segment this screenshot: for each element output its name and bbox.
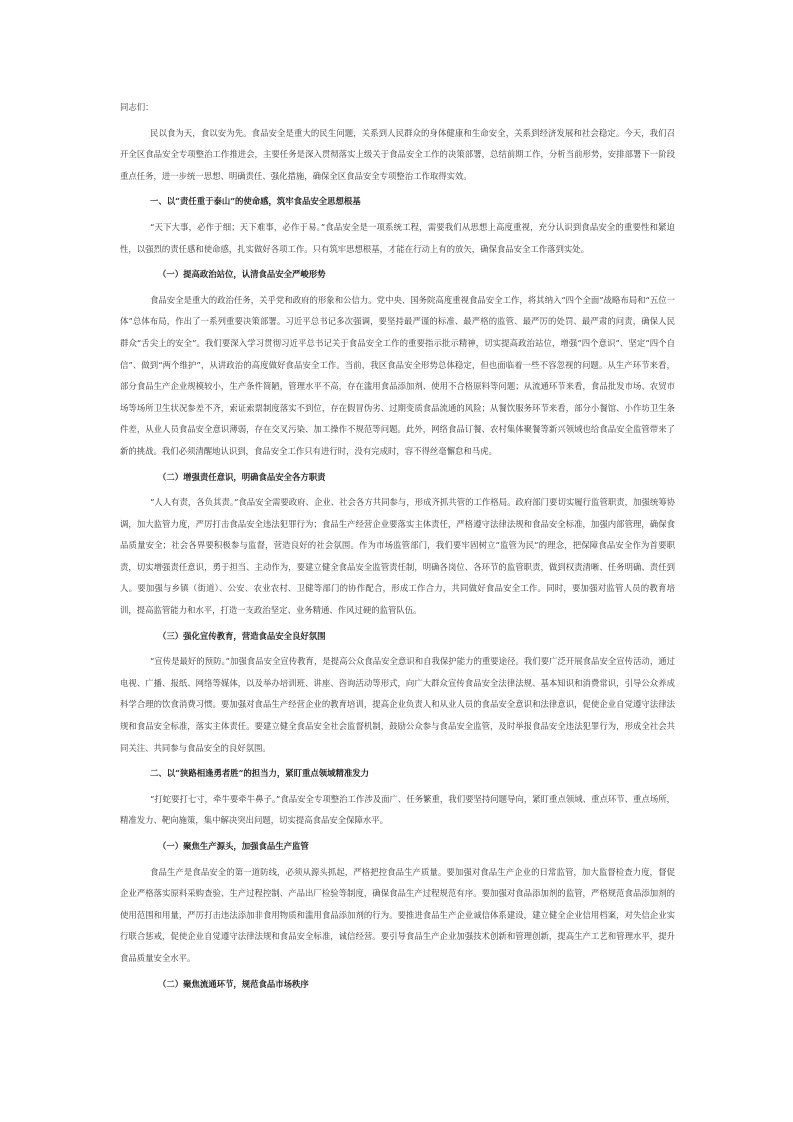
section-2-sub-2-heading: （二）聚焦流通环节，规范食品市场秩序 <box>158 978 309 989</box>
section-1-heading: 一、以“责任重于泰山”的使命感，筑牢食品安全思想根基 <box>150 196 361 207</box>
section-1-sub-3-text: “宣传是最好的预防。”加强食品安全宣传教育，是提高公众食品安全意识和自我保护能力的重要途径。我们要广泛开展食品安全宣传活动，通过电视、广播、报纸、网络等媒体，以及举办培训班、讲座、咨询活动等形式，向广大群众宣传食品安全法律法规、基本知识和消费常识，引导公众养成科学合理的饮食消费习惯。要加强对食品生产经营企业的教育培训，提高企业负责人和从业人员的食品安全意识和法律意识，促使企业自觉遵守法律法规和食品安全标准，落实主体责任。要建立健全食品安全社会监督机制，鼓励公众参与食品安全监管，及时举报食品安全违法犯罪行为，形成全社会共同关注、共同参与食品安全的良好氛围。 <box>120 656 675 753</box>
section-2-heading: 二、以“狭路相逢勇者胜”的担当力，紧盯重点领域精准发力 <box>150 768 370 779</box>
document-body <box>120 97 675 999</box>
section-1-sub-3-heading: （三）强化宣传教育，营造食品安全良好氛围 <box>158 630 326 641</box>
section-1-sub-2-heading: （二）增强责任意识，明确食品安全各方职责 <box>158 471 326 482</box>
section-2-sub-1-text: 食品生产是食品安全的第一道防线，必须从源头抓起，严格把控食品生产质量。要加强对食品生产企业的日常监管，加大监督检查力度，督促企业严格落实原料采购查验、生产过程控制、产品出厂检验等制度，确保食品生产过程规范有序。要加强对食品添加剂的监管，严格规范食品添加剂的使用范围和用量，严厉打击违法添加非食用物质和滥用食品添加剂的行为。要推进食品生产企业诚信体系建设，建立健全企业信用档案，对失信企业实行联合惩戒，促使企业自觉遵守法律法规和食品安全标准，诚信经营。要引导食品生产企业加强技术创新和管理创新，提高生产工艺和管理水平，提升食品质量安全水平。 <box>120 866 675 963</box>
section-1-sub-1-heading: （一）提高政治站位，认清食品安全严峻形势 <box>158 269 326 280</box>
section-1-sub-1-text: 食品安全是重大的政治任务，关乎党和政府的形象和公信力。党中央、国务院高度重视食品安全工作，将其纳入“四个全面”战略布局和“五位一体”总体布局，作出了一系列重要决策部署。习近平总书记多次强调，要坚持最严谨的标准、最严格的监管、最严厉的处罚、最严肃的问责，确保人民群众“舌尖上的安全”。我们要深入学习贯彻习近平总书记关于食品安全工作的重要指示批示精神，切实提高政治站位，增强“四个意识”、坚定“四个自信”、做到“两个维护”，从讲政治的高度做好食品安全工作。当前，我区食品安全形势总体稳定，但也面临着一些不容忽视的问题。从生产环节来看，部分食品生产企业规模较小，生产条件简陋，管理水平不高，存在滥用食品添加剂、使用不合格原料等问题；从流通环节来看，食品批发市场、农贸市场等场所卫生状况参差不齐，索证索票制度落实不到位，存在假冒伪劣、过期变质食品流通的风险；从餐饮服务环节来看，部分小餐馆、小作坊卫生条件差，从业人员食品安全意识薄弱，存在交叉污染、加工操作不规范等问题。此外，网络食品订餐、农村集体聚餐等新兴领域也给食品安全监管带来了新的挑战。我们必须清醒地认识到，食品安全工作只有进行时，没有完成时，容不得丝毫懈怠和马虎。 <box>120 294 675 456</box>
section-1-sub-2-text: “人人有责，各负其责。”食品安全需要政府、企业、社会各方共同参与，形成齐抓共管的工作格局。政府部门要切实履行监管职责，加强统筹协调，加大监管力度，严厉打击食品安全违法犯罪行为；食品生产经营企业要落实主体责任，严格遵守法律法规和食品安全标准，加强内部管理，确保食品质量安全；社会各界要积极参与监督，营造良好的社会氛围。作为市场监管部门，我们要牢固树立“监管为民”的理念，把保障食品安全作为首要职责，切实增强责任意识，勇于担当、主动作为，要建立健全食品安全监管责任制，明确各岗位、各环节的监管职责，做到权责清晰、任务明确、责任到人。要加强与乡镇（街道）、公安、农业农村、卫健等部门的协作配合，形成工作合力，共同做好食品安全工作。同时，要加强对监管人员的教育培训，提高监管能力和水平，打造一支政治坚定、业务精通、作风过硬的监管队伍。 <box>120 497 675 616</box>
section-2-sub-1-heading: （一）聚焦生产源头，加强食品生产监管 <box>158 841 309 851</box>
section-1-intro: “天下大事，必作于细；天下难事，必作于易。”食品安全是一项系统工程，需要我们从思想上高度重视，充分认识到食品安全的重要性和紧迫性，以强烈的责任感和使命感，扎实做好各项工作。只有筑牢思想根基，才能在行动上有的放矢，确保食品安全工作落到实处。 <box>120 221 675 254</box>
section-2-intro: “打蛇要打七寸，牵牛要牵牛鼻子。”食品安全专项整治工作涉及面广、任务繁重，我们要坚持问题导向，紧盯重点领域、重点环节、重点场所，精准发力、靶向施策，集中解决突出问题，切实提高食品安全保障水平。 <box>120 793 675 826</box>
intro-paragraph: 民以食为天，食以安为先。食品安全是重大的民生问题，关系到人民群众的身体健康和生命安全，关系到经济发展和社会稳定。今天，我们召开全区食品安全专项整治工作推进会，主要任务是深入贯彻落实上级关于食品安全工作的决策部署，总结前期工作，分析当前形势，安排部署下一阶段重点任务，进一步统一思想、明确责任、强化措施，确保全区食品安全专项整治工作取得实效。 <box>120 127 675 181</box>
salutation: 同志们： <box>120 102 154 112</box>
